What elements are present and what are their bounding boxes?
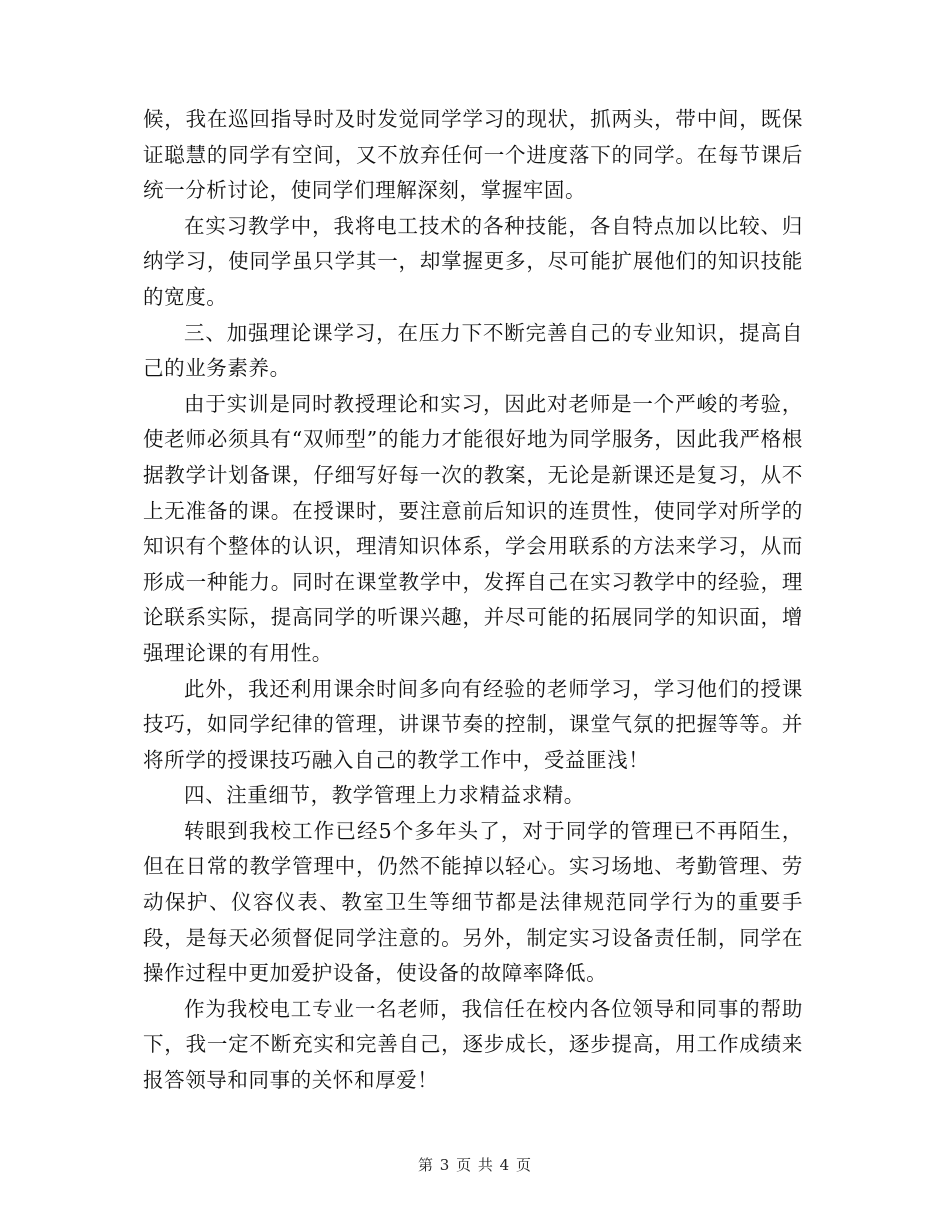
paragraph-management-details: 转眼到我校工作已经5个多年头了，对于同学的管理已不再陌生，但在日常的教学管理中，仍然不能掉以轻心。实习场地、考勤管理、劳动保护、仪容仪表、教室卫生等细节都是法律规范同学行为的重要手段，是每天必须督促同学注意的。另外，制定实习设备责任制，同学在操作过程中更加爱护设备，使设备的故障率降低。 <box>143 818 803 986</box>
section-heading-three: 三、加强理论课学习，在压力下不断完善自己的专业知识，提高自己的业务素养。 <box>143 320 803 381</box>
page-footer <box>0 1154 950 1175</box>
section-heading-four: 四、注重细节，教学管理上力求精益求精。 <box>184 783 585 808</box>
paragraph-conclusion: 作为我校电工专业一名老师，我信任在校内各位领导和同事的帮助下，我一定不断充实和完善自己，逐步成长，逐步提高，用工作成绩来报答领导和同事的关怀和厚爱！ <box>143 996 803 1093</box>
paragraph-continuation: 候，我在巡回指导时及时发觉同学学习的现状，抓两头，带中间，既保证聪慧的同学有空间，又不放弃任何一个进度落下的同学。在每节课后统一分析讨论，使同学们理解深刻，掌握牢固。 <box>143 107 803 203</box>
page-number-label: 第 3 页 共 4 页 <box>418 1156 532 1174</box>
document-body <box>143 102 803 1099</box>
paragraph-theory-teaching: 由于实训是同时教授理论和实习，因此对老师是一个严峻的考验，使老师必须具有“双师型”的能力才能很好地为同学服务，因此我严格根据教学计划备课，仔细写好每一次的教案，无论是新课还是复习，从不上无准备的课。在授课时，要注意前后知识的连贯性，使同学对所学的知识有个整体的认识，理清知识体系，学会用联系的方法来学习，从而形成一种能力。同时在课堂教学中，发挥自己在实习教学中的经验，理论联系实际，提高同学的听课兴趣，并尽可能的拓展同学的知识面，增强理论课的有用性。 <box>143 391 803 665</box>
paragraph-learning-from-colleagues: 此外，我还利用课余时间多向有经验的老师学习，学习他们的授课技巧，如同学纪律的管理，讲课节奏的控制，课堂气氛的把握等等。并将所学的授课技巧融入自己的教学工作中，受益匪浅！ <box>143 676 803 772</box>
paragraph-practice-teaching: 在实习教学中，我将电工技术的各种技能，各自特点加以比较、归纳学习，使同学虽只学其一，却掌握更多，尽可能扩展他们的知识技能的宽度。 <box>143 213 803 309</box>
